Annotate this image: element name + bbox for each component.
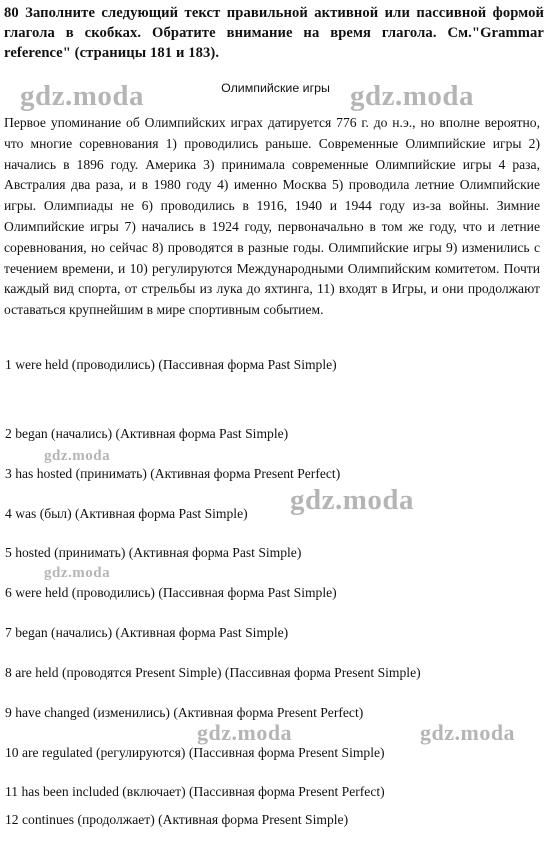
- answer-3: 3 has hosted (принимать) (Активная форма Present Perfect): [5, 466, 341, 481]
- answer-6: 6 were held (проводились) (Пассивная форма Past Simple): [5, 585, 337, 600]
- text-title: Олимпийские игры: [221, 81, 330, 95]
- answer-5: 5 hosted (принимать) (Активная форма Past Simple): [5, 545, 302, 560]
- body-paragraph: [4, 113, 540, 321]
- watermark: gdz.moda: [20, 80, 145, 112]
- answer-12: 12 continues (продолжает) (Активная форма Present Simple): [5, 812, 349, 827]
- watermark: gdz.moda: [350, 80, 475, 112]
- watermark: gdz.moda: [44, 565, 111, 581]
- answer-8: 8 are held (проводятся Present Simple) (Пассивная форма Present Simple): [5, 665, 421, 680]
- answer-2: 2 began (начались) (Активная форма Past Simple): [5, 426, 289, 441]
- answer-7: 7 began (начались) (Активная форма Past Simple): [5, 625, 289, 640]
- answer-9: 9 have changed (изменились) (Активная форма Present Perfect): [5, 705, 364, 720]
- watermark: gdz.moda: [197, 720, 293, 745]
- answer-4: 4 was (был) (Активная форма Past Simple): [5, 506, 248, 521]
- body-paragraph-text: Первое упоминание об Олимпийских играх датируется 776 г. до н.э., но вполне вероятно, что многие соревнования 1) проводились раньше. Современные Олимпийские игры 2) начались в 1896 году. Америка 3) принимала современные Олимпийские игры 4 раза, Австралия два раза, и в 1980 году 4) именно Москва 5) проводила летние Олимпийские игры. Олимпиады не 6) проводились в 1916, 1940 и 1944 году из-за войны. Зимние Олимпийские игры 7) начались в 1924 году, первоначально в том же году, что и летние соревнования, но сейчас 8) проводятся в разные годы. Олимпийские игры 9) изменились с течением времени, и 10) регулируются Международными Олимпийским комитетом. Почти каждый вид спорта, от стрельбы из лука до яхтинга, 11) входят в Игры, и они продолжают оставаться крупнейшим в мире спортивным событием.: [4, 115, 540, 318]
- answer-10: 10 are regulated (регулируются) (Пассивная форма Present Simple): [5, 745, 385, 760]
- watermark: gdz.moda: [290, 484, 415, 516]
- watermark: gdz.moda: [420, 720, 516, 745]
- task-heading: 80 Заполните следующий текст правильной активной или пассивной формой глагола в скобках. Обратите внимание на время глагола. См."Grammar reference" (страницы 181 и 183).: [4, 5, 544, 61]
- watermark: gdz.moda: [44, 448, 111, 464]
- answer-1: 1 were held (проводились) (Пассивная форма Past Simple): [5, 357, 337, 372]
- answer-11: 11 has been included (включает) (Пассивная форма Present Perfect): [5, 784, 385, 799]
